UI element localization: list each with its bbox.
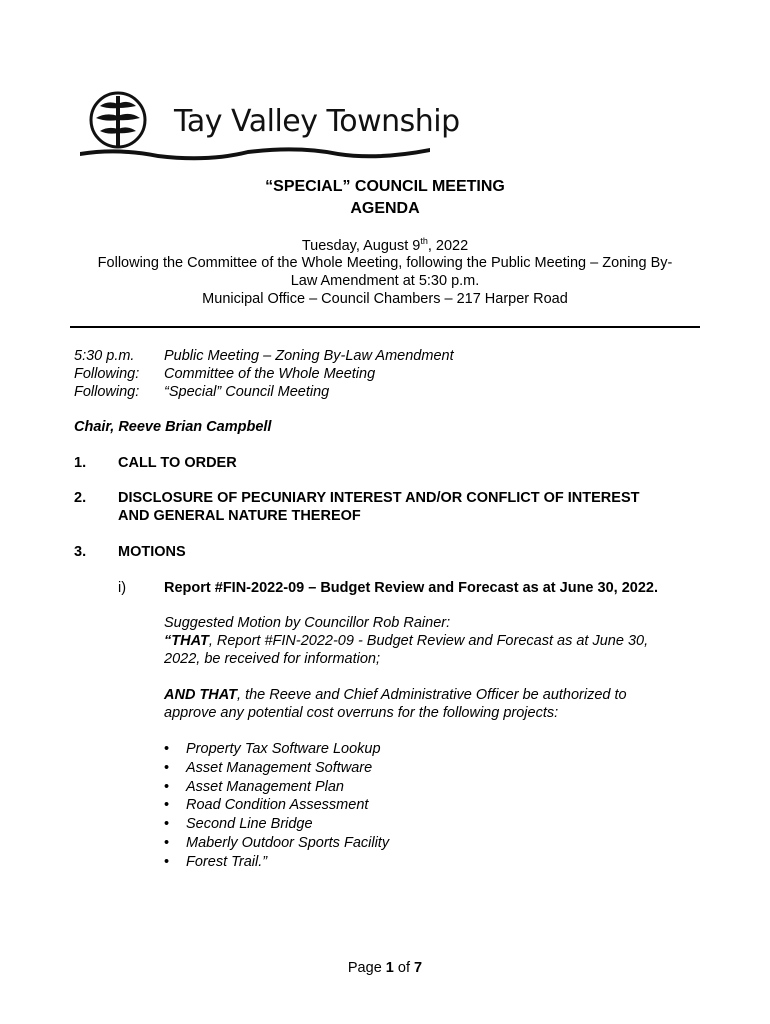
- motion-number: i): [118, 580, 127, 596]
- page-number: Page 1 of 7: [347, 960, 423, 976]
- org-name: Tay Valley Township: [174, 104, 460, 139]
- list-item: • Road Condition Assessment: [164, 797, 369, 813]
- list-item: • Property Tax Software Lookup: [164, 741, 381, 757]
- header-divider: [70, 326, 700, 328]
- schedule-row: 5:30 p.m. Public Meeting – Zoning By-Law Amendment: [74, 348, 454, 364]
- chair-line: Chair, Reeve Brian Campbell: [74, 419, 272, 435]
- list-item: • Maberly Outdoor Sports Facility: [164, 835, 390, 851]
- motion-that-line: “THAT, Report #FIN-2022-09 - Budget Review and Forecast as at June 30,: [164, 633, 649, 649]
- list-item: • Forest Trail.”: [164, 854, 268, 870]
- meeting-title: “SPECIAL” COUNCIL MEETING: [265, 178, 505, 195]
- schedule-row: Following: “Special” Council Meeting: [74, 384, 330, 400]
- agenda-item-disclosure: 2. DISCLOSURE OF PECUNIARY INTEREST AND/OR CONFLICT OF INTEREST: [74, 490, 640, 506]
- agenda-item-motions: 3. MOTIONS: [74, 544, 186, 560]
- list-item: • Asset Management Plan: [164, 779, 344, 795]
- suggested-motion-by: Suggested Motion by Councillor Rob Rainer:: [164, 615, 451, 631]
- following-line-cont: Law Amendment at 5:30 p.m.: [290, 273, 480, 289]
- following-line: Following the Committee of the Whole Meeting, following the Public Meeting – Zoning By-: [97, 255, 673, 271]
- motion-that-line-cont: 2022, be received for information;: [164, 651, 381, 667]
- township-logo: [78, 86, 460, 166]
- list-item: • Second Line Bridge: [164, 816, 313, 832]
- motion-and-that-line: AND THAT, the Reeve and Chief Administrative Officer be authorized to: [164, 687, 627, 703]
- motion-and-that-line-cont: approve any potential cost overruns for the following projects:: [164, 705, 559, 721]
- meeting-date: Tuesday, August 9th, 2022: [301, 236, 469, 254]
- meeting-location: Municipal Office – Council Chambers – 217 Harper Road: [202, 291, 568, 307]
- agenda-item-disclosure-cont: AND GENERAL NATURE THEREOF: [118, 508, 361, 524]
- schedule-row: Following: Committee of the Whole Meeting: [74, 366, 376, 382]
- list-item: • Asset Management Software: [164, 760, 373, 776]
- agenda-item-call-to-order: 1. CALL TO ORDER: [74, 455, 237, 471]
- agenda-heading: AGENDA: [350, 200, 420, 217]
- motion-title: Report #FIN-2022-09 – Budget Review and Forecast as at June 30, 2022.: [164, 580, 658, 596]
